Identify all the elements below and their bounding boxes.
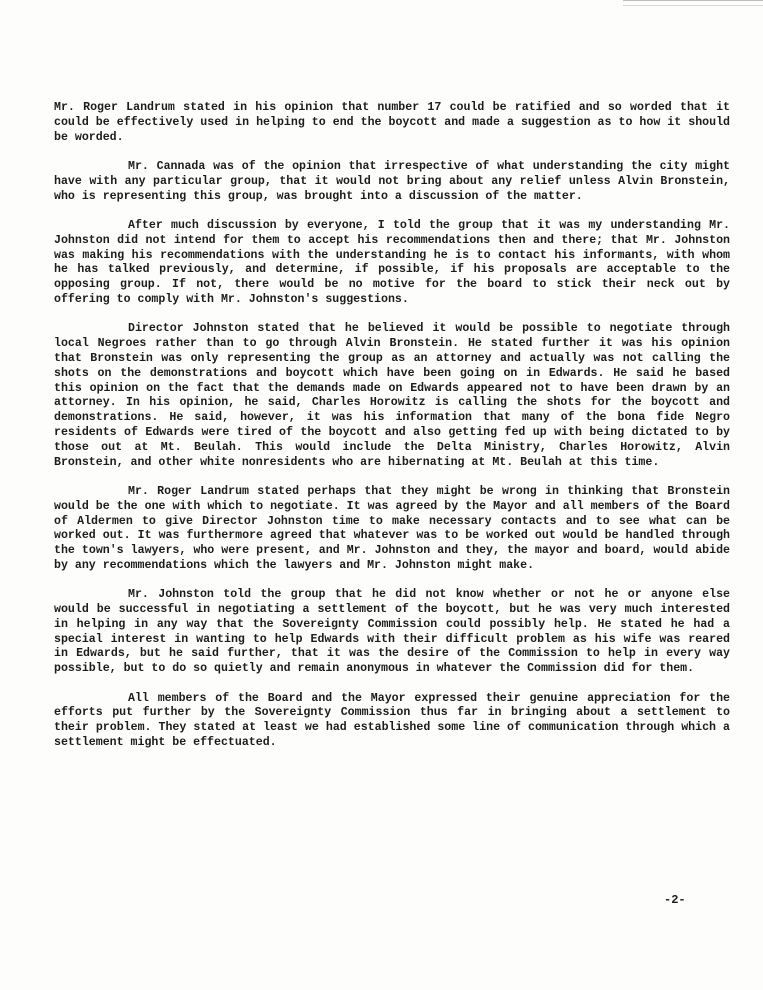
paragraph-johnston-interest: Mr. Johnston told the group that he did not know whether or not he or anyone else would be successful in negotiating a settlement of the boycott, but he was very much interested in helping in any way that the Sovereignty Commission could possibly help. He stated he had a special interest in wanting to help Edwards with their difficult problem as his wife was reared in Edwards, but he said further, that it was the desire of the Commission to help in every way possible, but to do so quietly and remain anonymous in whatever the Commission did for them. [54, 588, 730, 676]
page-number: -2- [664, 893, 686, 907]
paragraph-discussion-understanding: After much discussion by everyone, I told the group that it was my understanding Mr. Johnston did not intend for them to accept his recommendations then and there; that Mr. Johnston was making his recommendations with the understanding he is to contact his informants, with whom he has talked previously, and determine, if possible, if his proposals are acceptable to the opposing group. If not, there would be no motive for the board to stick their neck out by offering to comply with Mr. Johnston's suggestions. [54, 218, 730, 306]
paragraph-landrum-ratify: Mr. Roger Landrum stated in his opinion that number 17 could be ratified and so worded that it could be effectively used in helping to end the boycott and made a suggestion as to how it should be worded. [54, 101, 730, 144]
paragraph-landrum-bronstein: Mr. Roger Landrum stated perhaps that they might be wrong in thinking that Bronstein would be the one with which to negotiate. It was agreed by the Mayor and all members of the Board of Aldermen to give Director Johnston time to make necessary contacts and to see what can be worked out. It was furthermore agreed that whatever was to be worked out would be handled through the town's lawyers, who were present, and Mr. Johnston and they, the mayor and board, would abide by any recommendations which the lawyers and Mr. Johnston might make. [54, 484, 730, 572]
paragraph-johnston-negotiate: Director Johnston stated that he believed it would be possible to negotiate through local Negroes rather than to go through Alvin Bronstein. He stated further it was his opinion that Bronstein was only representing the group as an attorney and actually was not calling the shots on the demonstrations and boycott which have been going on in Edwards. He said he based this opinion on the fact that the demands made on Edwards appeared not to have been drawn by an attorney. In his opinion, he said, Charles Horowitz is calling the shots for the boycott and demonstrations. He said, however, it was his information that many of the bona fide Negro residents of Edwards were tired of the boycott and also getting fed up with being dictated to by those out at Mt. Beulah. This would include the Delta Ministry, Charles Horowitz, Alvin Bronstein, and other white nonresidents who are hibernating at Mt. Beulah at this time. [54, 322, 730, 469]
scan-edge-mark [623, 0, 763, 6]
paragraph-appreciation: All members of the Board and the Mayor expressed their genuine appreciation for the efforts put further by the Sovereignty Commission thus far in bringing about a settlement to their problem. They stated at least we had established some line of communication through which a settlement might be effectuated. [54, 691, 730, 750]
paragraph-cannada-opinion: Mr. Cannada was of the opinion that irrespective of what understanding the city might have with any particular group, that it would not bring about any relief unless Alvin Bronstein, who is representing this group, was brought into a discussion of the matter. [54, 159, 730, 203]
document-body [54, 101, 730, 765]
